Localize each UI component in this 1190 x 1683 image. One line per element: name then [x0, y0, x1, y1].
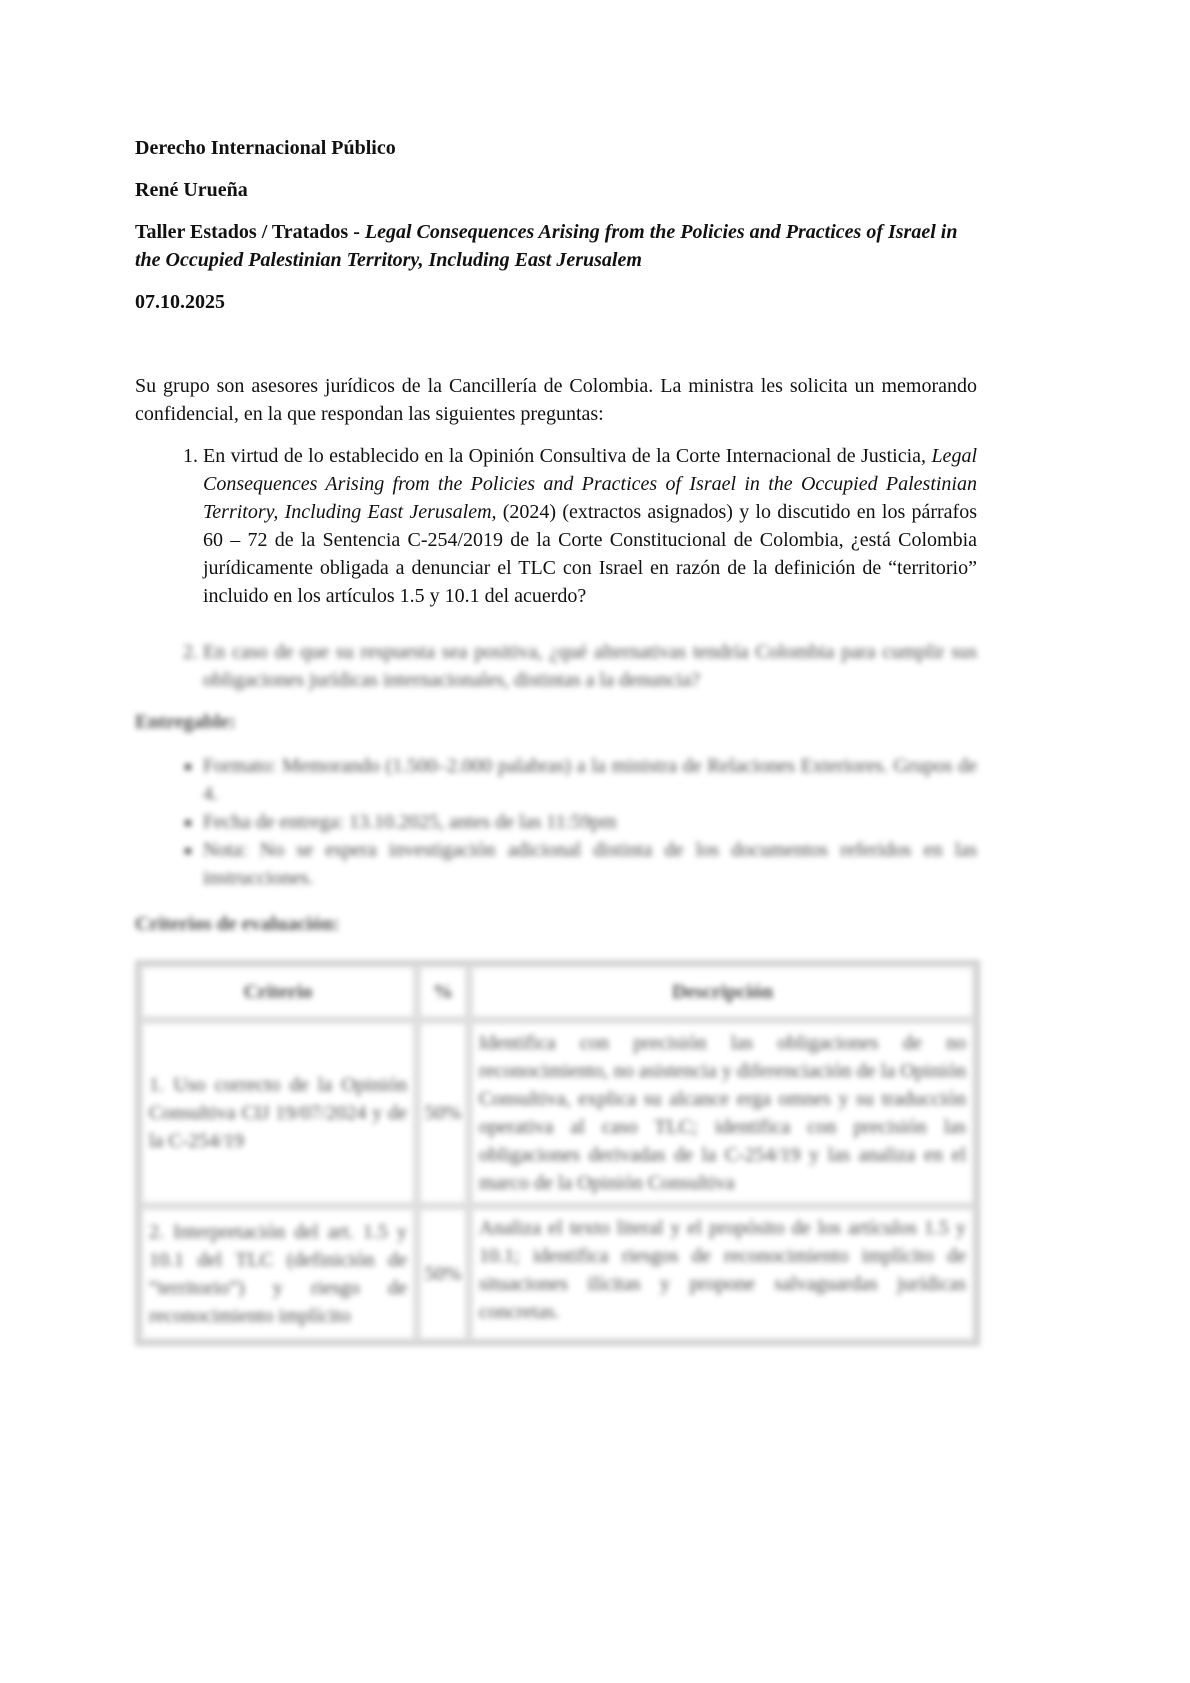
column-header: Descripción: [469, 964, 976, 1020]
percent-cell: 50%: [417, 1020, 469, 1206]
column-header: Criterio: [139, 964, 417, 1020]
professor-name: René Urueña: [135, 179, 248, 201]
description-cell: Analiza el texto literal y el propósito de los artículos 1.5 y 10.1; identifica riesgos de reconocimiento implícito de situaciones ilícitas y propone salvaguardas jurídicas concretas.: [469, 1206, 976, 1342]
criterion-cell: 2. Interpretación del art. 1.5 y 10.1 del TLC (definición de “territorio”) y riesgo de reconocimiento implícito: [139, 1206, 417, 1342]
column-header: %: [417, 964, 469, 1020]
workshop-title: Taller Estados / Tratados - Legal Consequences Arising from the Policies and Practices of Israel in the Occupied Palestinian Territory, Including East Jerusalem: [135, 221, 958, 271]
document-date: 07.10.2025: [135, 291, 225, 313]
question-2: 2. En caso de que su respuesta sea positiva, ¿qué alternativas tendría Colombia para cumplir sus obligaciones jurídicas internacionales, distintas a la denuncia?: [203, 638, 977, 694]
deliverable-item: ▪ Fecha de entrega: 13.10.2025, antes de las 11:59pm: [203, 808, 977, 836]
intro-paragraph: Su grupo son asesores jurídicos de la Cancillería de Colombia. La ministra les solicita un memorando confidencial, en la que respondan las siguientes preguntas:: [135, 375, 977, 425]
question-1: 1. En virtud de lo establecido en la Opinión Consultiva de la Corte Internacional de Justicia, Legal Consequences Arising from the Policies and Practices of Israel in the Occupied Palestinian Territory, Including East Jerusalem, (2024) (extractos asignados) y lo discutido en los párrafos 60 – 72 de la Sentencia C-254/2019 de la Corte Constitucional de Colombia, ¿está Colombia jurídicamente obligada a denunciar el TLC con Israel en razón de la definición de “territorio” incluido en los artículos 1.5 y 10.1 del acuerdo?: [203, 442, 977, 610]
deliverable-item: ▪ Formato: Memorando (1.500–2.000 palabras) a la ministra de Relaciones Exteriores. Grupos de 4.: [203, 752, 977, 808]
criteria-heading: Criterios de evaluación:: [135, 913, 340, 935]
percent-cell: 50%: [417, 1206, 469, 1342]
course-title: Derecho Internacional Público: [135, 137, 396, 159]
criterion-cell: 1. Uso correcto de la Opinión Consultiva CIJ 19/07/2024 y de la C-254/19: [139, 1020, 417, 1206]
blur-overlay: [120, 617, 1000, 1367]
deliverable-item: ▪ Nota: No se espera investigación adicional distinta de los documentos referidos en las instrucciones.: [203, 836, 977, 892]
deliverable-heading: Entregable:: [135, 711, 236, 733]
description-cell: Identifica con precisión las obligaciones de no reconocimiento, no asistencia y diferenciación de la Opinión Consultiva, explica su alcance erga omnes y su traducción operativa al caso TLC; identifica con precisión las obligaciones derivadas de la C-254/19 y las analiza en el marco de la Opinión Consultiva: [469, 1020, 976, 1206]
